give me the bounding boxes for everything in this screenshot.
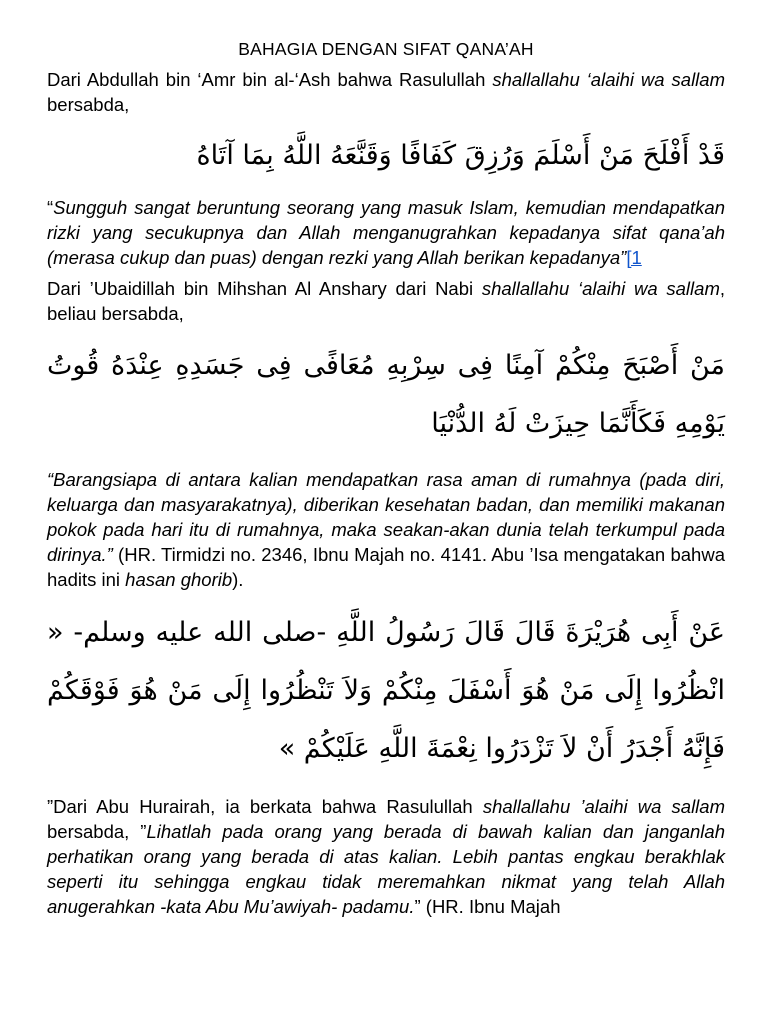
arabic-hadith-2: مَنْ أَصْبَحَ مِنْكُمْ آمِنًا فِى سِرْبِهِ مُعَافًى فِى جَسَدِهِ عِنْدَهُ قُوتُ يَوْمِهِ فَكَأَنَّمَا حِيزَتْ لَهُ الدُّنْيَا xyxy=(47,350,725,439)
arabic-hadith-3: عَنْ أَبِى هُرَيْرَةَ قَالَ قَالَ رَسُولُ اللَّهِ -صلى الله عليه وسلم- « انْظُرُوا إِلَى مَنْ هُوَ أَسْفَلَ مِنْكُمْ وَلاَ تَنْظُرُوا إِلَى مَنْ هُوَ فَوْقَكُمْ فَإِنَّهُ أَجْدَرُ أَنْ لاَ تَزْدَرُوا نِعْمَةَ اللَّهِ عَلَيْكُمْ » xyxy=(47,617,725,764)
text: ). xyxy=(232,569,244,590)
translation-italic: Lihatlah pada orang yang berada di bawah kalian dan janganlah perhatikan orang yang berada di atas kalian. Lebih pantas engkau berakhlak seperti itu sehingga engkau tidak meremahkan nikmat yang telah Allah anugerahkan -kata Abu Mu’awiyah- padamu. xyxy=(47,821,725,917)
translation-2 xyxy=(47,467,725,592)
text: bersabda, xyxy=(47,94,130,115)
honorific-italic: shallallahu ‘alaihi wa sallam xyxy=(481,278,720,299)
arabic-hadith-1: قَدْ أَفْلَحَ مَنْ أَسْلَمَ وَرُزِقَ كَفَافًا وَقَنَّعَهُ اللَّهُ بِمَا آتَاهُ xyxy=(196,140,725,171)
honorific-italic: shallallahu ’alaihi wa sallam xyxy=(482,796,725,817)
document-page xyxy=(47,0,725,919)
text: Dari Abdullah bin ‘Amr bin al-‘Ash bahwa Rasulullah xyxy=(47,69,493,90)
open-quote: “ xyxy=(47,197,54,218)
text: ”Dari Abu Hurairah, ia berkata bahwa Rasulullah xyxy=(47,796,483,817)
citation-text: (HR. Tirmidzi no. 2346, Ibnu Majah no. 4141. Abu ’Isa mengatakan bahwa hadits ini xyxy=(47,544,725,590)
paragraph-intro-1 xyxy=(47,67,725,117)
document-title: BAHAGIA DENGAN SIFAT QANA’AH xyxy=(238,39,534,59)
translation-italic: Sungguh sangat beruntung seorang yang masuk Islam, kemudian mendapatkan rizki yang secukupnya dan Allah menganugrahkan kepadanya sifat qana’ah (merasa cukup dan puas) dengan rezki yang Allah berikan kepadanya” xyxy=(47,197,725,268)
text: , beliau bersabda, xyxy=(47,278,725,324)
translation-3 xyxy=(47,794,725,919)
citation-text: ” (HR. Ibnu Majah xyxy=(414,896,561,917)
translation-italic: “Barangsiapa di antara kalian mendapatkan rasa aman di rumahnya (pada diri, keluarga dan masyarakatnya), diberikan kesehatan badan, dan memiliki makanan pokok pada hari itu di rumahnya, maka seakan-akan dunia telah terkumpul pada dirinya.” xyxy=(47,469,725,565)
honorific-italic: shallallahu ‘alaihi wa sallam xyxy=(492,69,725,90)
translation-1 xyxy=(47,195,725,270)
text: Dari ’Ubaidillah bin Mihshan Al Anshary dari Nabi xyxy=(47,278,482,299)
text: bersabda, ” xyxy=(47,821,147,842)
paragraph-intro-2 xyxy=(47,276,725,326)
footnote-link[interactable]: [1 xyxy=(626,247,642,268)
grade-italic: hasan ghorib xyxy=(125,569,233,590)
